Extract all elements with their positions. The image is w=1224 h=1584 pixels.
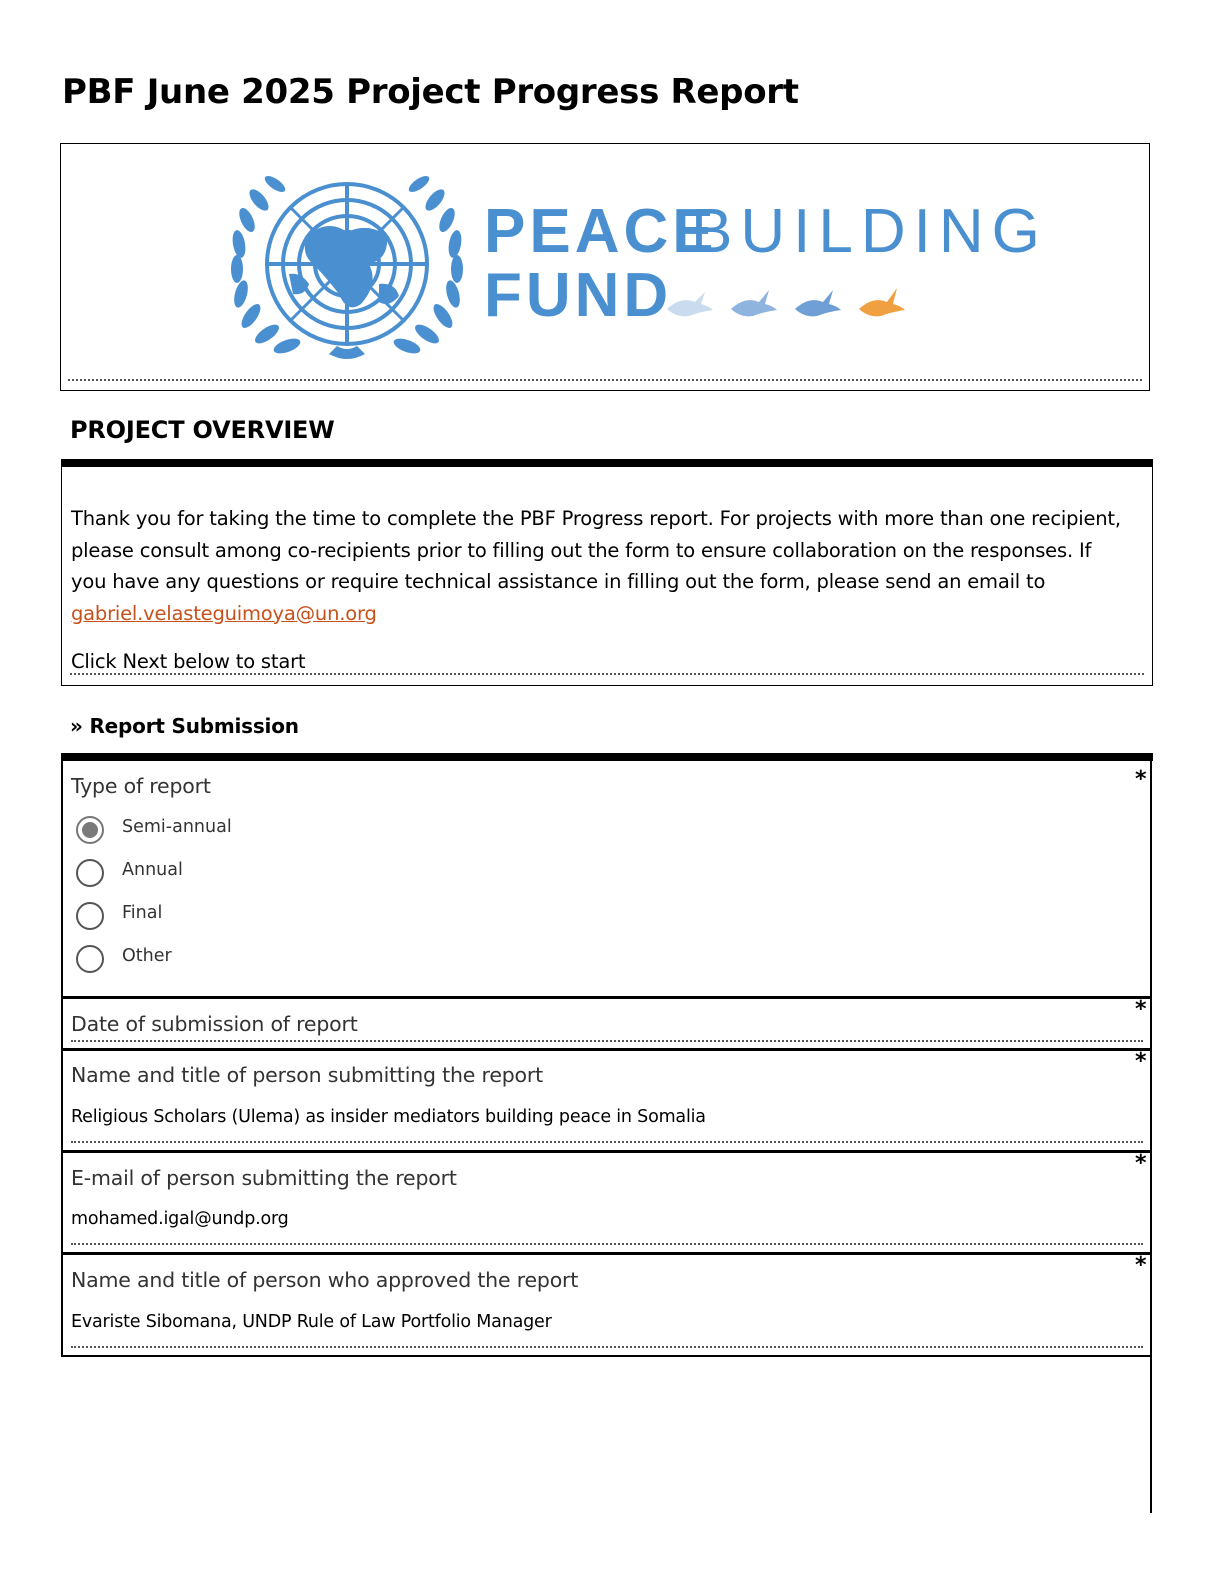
radio-button[interactable] xyxy=(76,859,104,887)
approver-name-label: Name and title of person who approved the report xyxy=(71,1268,579,1292)
field-divider xyxy=(61,1150,1152,1153)
dove-icon xyxy=(667,292,713,316)
date-of-submission-field[interactable] xyxy=(71,1040,1143,1042)
required-marker: * xyxy=(1135,767,1147,792)
required-marker: * xyxy=(1135,1253,1147,1278)
un-emblem-icon xyxy=(231,173,464,359)
required-marker: * xyxy=(1135,1049,1147,1074)
submitter-email-value[interactable]: mohamed.igal@undp.org xyxy=(71,1209,289,1229)
submitter-name-label: Name and title of person submitting the report xyxy=(71,1063,543,1087)
field-divider xyxy=(61,996,1152,999)
date-of-submission-label: Date of submission of report xyxy=(71,1012,358,1036)
logo-word-peace: PEACE xyxy=(484,197,718,266)
radio-button-checked[interactable] xyxy=(76,816,104,844)
required-marker: * xyxy=(1135,997,1147,1022)
approver-name-value[interactable]: Evariste Sibomana, UNDP Rule of Law Portfolio Manager xyxy=(71,1312,552,1332)
overview-intro-text: Thank you for taking the time to complete the PBF Progress report. For projects with more than one recipient, please consult among co-recipients prior to filling out the form to ensure collaboration on the responses. If you have any questions or require technical assistance in filling out the form, please send an email to xyxy=(71,507,1121,593)
type-of-report-label: Type of report xyxy=(71,774,211,798)
report-submission-heading: » Report Submission xyxy=(70,714,299,738)
dove-icon xyxy=(859,288,905,316)
radio-label: Annual xyxy=(122,860,183,880)
contact-email-link[interactable]: gabriel.velasteguimoya@un.org xyxy=(71,601,377,625)
overview-panel xyxy=(61,459,1153,686)
approver-name-field[interactable] xyxy=(71,1346,1143,1348)
field-divider xyxy=(61,1048,1152,1051)
logo-word-building: BUILDING xyxy=(691,197,1048,266)
form-right-border xyxy=(1150,753,1152,1513)
start-instruction: Click Next below to start xyxy=(71,650,306,673)
form-top-bar xyxy=(61,753,1153,761)
form-bottom-border xyxy=(61,1355,1152,1357)
submitter-email-field[interactable] xyxy=(71,1243,1143,1245)
logo-banner xyxy=(60,143,1150,391)
overview-heading: PROJECT OVERVIEW xyxy=(70,416,335,444)
dove-icon xyxy=(795,290,841,316)
radio-button[interactable] xyxy=(76,945,104,973)
submitter-name-field[interactable] xyxy=(71,1141,1143,1143)
dove-icons xyxy=(667,288,905,316)
overview-intro xyxy=(71,503,1131,629)
radio-label: Other xyxy=(122,946,172,966)
submitter-name-value[interactable]: Religious Scholars (Ulema) as insider mediators building peace in Somalia xyxy=(71,1107,706,1127)
radio-label: Final xyxy=(122,903,163,923)
page-title: PBF June 2025 Project Progress Report xyxy=(62,72,799,112)
field-divider xyxy=(61,1252,1152,1255)
radio-button[interactable] xyxy=(76,902,104,930)
radio-label: Semi-annual xyxy=(122,817,232,837)
peacebuilding-fund-logo xyxy=(229,164,1048,369)
dotted-divider xyxy=(70,673,1144,675)
dotted-divider xyxy=(68,379,1142,381)
form-left-border xyxy=(61,753,63,1357)
required-marker: * xyxy=(1135,1151,1147,1176)
dove-icon xyxy=(731,290,777,316)
logo-word-fund: FUND xyxy=(484,261,673,330)
submitter-email-label: E-mail of person submitting the report xyxy=(71,1166,457,1190)
